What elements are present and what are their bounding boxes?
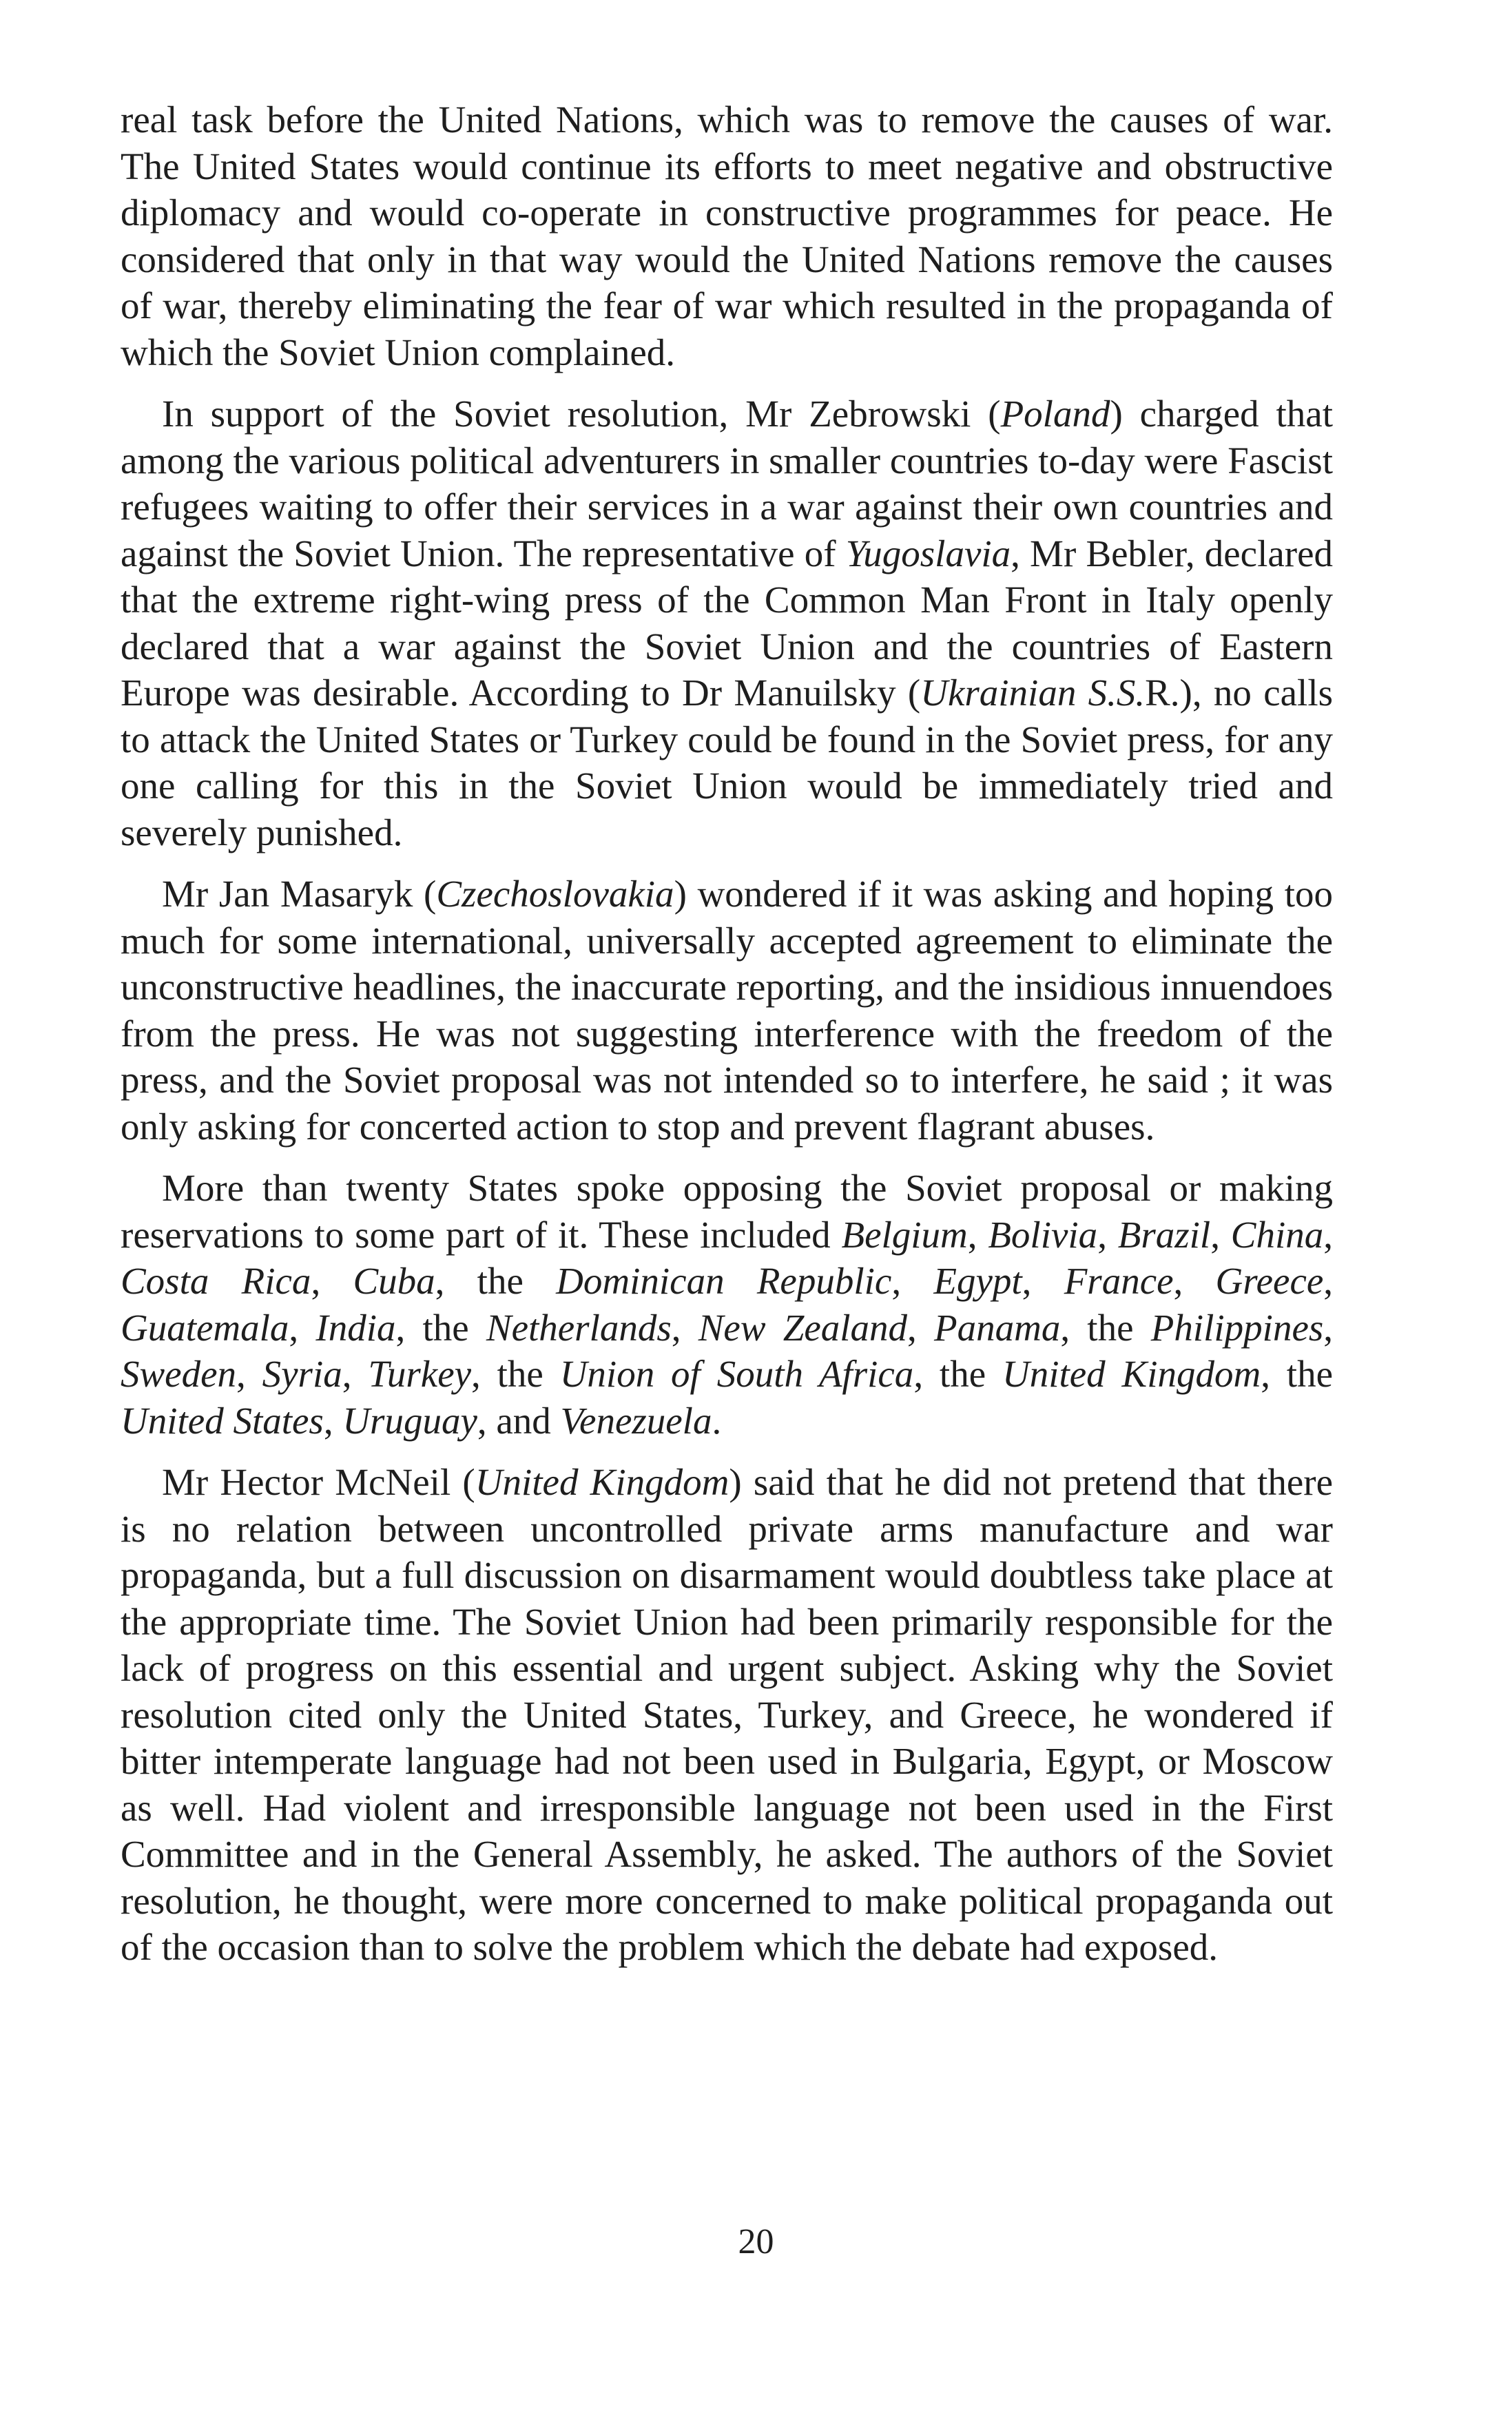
italic-term: Uruguay: [342, 1399, 477, 1442]
italic-term: Union of South Africa: [559, 1353, 914, 1395]
italic-term: Bolivia: [988, 1213, 1098, 1256]
text-run: , the: [395, 1306, 486, 1349]
text-run: ) wondered if it was asking and hoping too much for some international, universally accepted agreement to eliminate the unconstructive headlines, the inaccurate reporting, and the insidious innuendoes from the press. He was not suggesting interference with the freedom of the press, and the Soviet proposal was not intended so to interfere, he said ; it was only asking for concerted action to stop and prevent flagrant abuses.: [121, 873, 1333, 1148]
paragraph-3: [121, 871, 1333, 1150]
italic-term: France: [1064, 1260, 1174, 1302]
italic-term: Dominican Republic: [556, 1260, 892, 1302]
text-run: ,: [967, 1213, 988, 1256]
text-run: ,: [1323, 1213, 1333, 1256]
italic-term: Brazil: [1117, 1213, 1211, 1256]
italic-term: Poland: [1000, 393, 1110, 435]
text-run: ,: [907, 1306, 934, 1349]
paragraph-2: [121, 391, 1333, 856]
text-run: More than twenty States spoke opposing the Soviet proposal or making reservations to some part of it. These included: [121, 1167, 1333, 1256]
italic-term: China: [1230, 1213, 1324, 1256]
text-run: ,: [236, 1353, 262, 1395]
text-run: , the: [913, 1353, 1002, 1395]
text-run: ,: [1173, 1260, 1216, 1302]
italic-term: United Kingdom: [475, 1461, 729, 1503]
text-run: R.), no calls to attack the United States or Turkey could be found in the Soviet press, for any one calling for this in the Soviet Union would be immediately tried and severely punished.: [121, 672, 1334, 853]
text-run: ,: [891, 1260, 934, 1302]
text-run: ,: [1022, 1260, 1064, 1302]
text-run: ,: [671, 1306, 698, 1349]
text-run: ,: [1323, 1260, 1334, 1302]
italic-term: Philippines: [1150, 1306, 1324, 1349]
text-run: , the: [1261, 1353, 1333, 1395]
italic-term: Ukrainian S.S.: [920, 672, 1146, 714]
text-run: , the: [1060, 1306, 1151, 1349]
text-run: real task before the United Nations, which was to remove the causes of war. The United States would continue its efforts to meet negative and obstructive diplomacy and would co-operate in constructive programmes for peace. He considered that only in that way would the United Nations remove the causes of war, thereby eliminating the fear of war which resulted in the propaganda of which the Soviet Union complained.: [121, 99, 1333, 373]
text-run: ) charged that among the various political adventurers in smaller countries to-day were Fascist refugees waiting to offer their services in a war against their own countries and against the Soviet Union. The representative of: [121, 393, 1333, 574]
italic-term: Netherlands: [486, 1306, 672, 1349]
text-run: .: [712, 1399, 722, 1442]
italic-term: United Kingdom: [1002, 1353, 1261, 1395]
text-run: , and: [477, 1399, 561, 1442]
italic-term: Cuba: [353, 1260, 435, 1302]
text-run: , the: [471, 1353, 560, 1395]
paragraph-4: [121, 1165, 1333, 1444]
text-run: Mr Jan Masaryk (: [162, 873, 437, 915]
italic-term: Greece: [1215, 1260, 1324, 1302]
italic-term: Sweden: [121, 1353, 237, 1395]
text-run: Mr Hector McNeil (: [162, 1461, 475, 1503]
text-run: ,: [289, 1306, 316, 1349]
text-run: ,: [1097, 1213, 1118, 1256]
italic-term: United States: [121, 1399, 324, 1442]
italic-term: Costa Rica: [121, 1260, 311, 1302]
italic-term: India: [315, 1306, 396, 1349]
text-run: ,: [1210, 1213, 1231, 1256]
text-run: ,: [311, 1260, 353, 1302]
page-number: 20: [738, 2222, 774, 2261]
italic-term: Egypt: [933, 1260, 1022, 1302]
text-run: ) said that he did not pretend that there is no relation between uncontrolled private arms manufacture and war propaganda, but a full discussion on disarmament would doubtless take place at the appropriate time. The Soviet Union had been primarily responsible for the lack of progress on this essential and urgent subject. Asking why the Soviet resolution cited only the United States, Turkey, and Greece, he wondered if bitter intemperate language had not been used in Bulgaria, Egypt, or Moscow as well. Had violent and irresponsible language not been used in the First Committee and in the General Assembly, he asked. The authors of the Soviet resolution, he thought, were more concerned to make political propaganda out of the occasion than to solve the problem which the debate had exposed.: [121, 1461, 1333, 1968]
text-run: ,: [323, 1399, 343, 1442]
italic-term: Turkey: [368, 1353, 472, 1395]
italic-term: Panama: [934, 1306, 1061, 1349]
text-run: ,: [1323, 1306, 1334, 1349]
italic-term: Belgium: [841, 1213, 968, 1256]
italic-term: Guatemala: [121, 1306, 289, 1349]
text-run: In support of the Soviet resolution, Mr Zebrowski (: [162, 393, 1001, 435]
italic-term: Yugoslavia: [845, 532, 1011, 574]
paragraph-5: [121, 1459, 1333, 1971]
italic-term: New Zealand: [698, 1306, 908, 1349]
italic-term: Syria: [262, 1353, 342, 1395]
italic-term: Venezuela: [560, 1399, 712, 1442]
page-body: [121, 96, 1333, 1986]
italic-term: Czechoslovakia: [436, 873, 674, 915]
text-run: ,: [342, 1353, 369, 1395]
text-run: , Mr Bebler, declared that the extreme right-wing press of the Common Man Front in Italy openly declared that a war against the Soviet Union and the countries of Eastern Europe was desirable. According to Dr Manuilsky (: [121, 532, 1333, 714]
paragraph-1: [121, 96, 1333, 375]
text-run: , the: [435, 1260, 557, 1302]
